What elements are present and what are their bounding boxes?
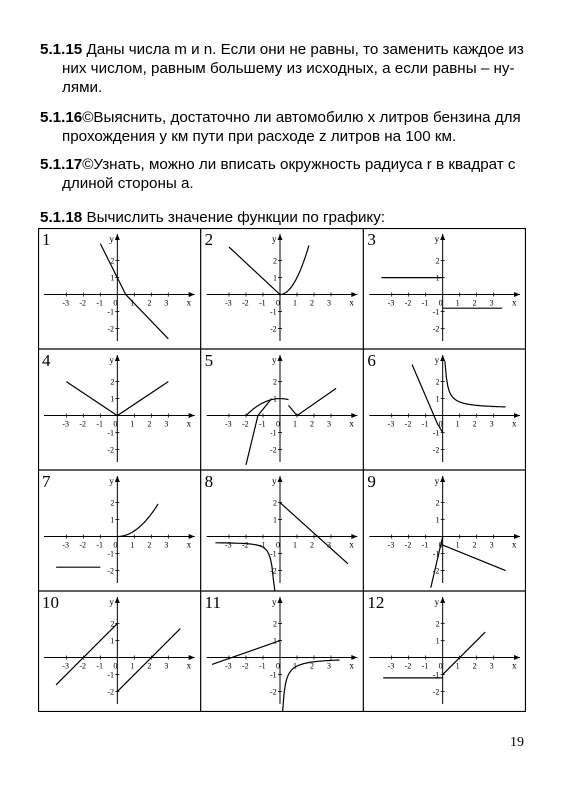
- x-tick-label: 2: [472, 298, 477, 308]
- y-tick-label: -2: [270, 324, 277, 334]
- task-text-line1: Даны числа m и n. Если они не равны, то заменить каждое из: [82, 41, 524, 58]
- y-tick-label: 1: [435, 636, 440, 646]
- x-tick-label: 0: [438, 540, 443, 550]
- y-tick-label: -1: [432, 670, 440, 680]
- x-tick-label: -2: [79, 419, 87, 429]
- x-tick-label: -2: [79, 540, 87, 550]
- x-tick-label: -2: [242, 419, 249, 429]
- function-curve: [229, 247, 280, 295]
- x-tick-label: -1: [259, 419, 266, 429]
- x-axis-arrow: [514, 534, 520, 539]
- x-tick-label: 2: [472, 419, 477, 429]
- task-number: 5.1.17: [40, 156, 83, 173]
- task-text-line1: ©Узнать, можно ли вписать окружность радиуса r в квадрат с: [82, 156, 516, 173]
- x-tick-label: 0: [438, 298, 443, 308]
- x-axis-arrow: [351, 655, 357, 660]
- graph-label: 1: [42, 230, 51, 249]
- function-curve: [246, 399, 272, 465]
- x-tick-label: 3: [164, 540, 169, 550]
- x-tick-label: 0: [438, 419, 443, 429]
- x-tick-label: -3: [62, 298, 70, 308]
- task-number: 5.1.16: [40, 109, 83, 126]
- x-tick-label: -1: [259, 540, 266, 550]
- x-tick-label: 0: [276, 661, 280, 671]
- y-axis-arrow: [278, 234, 283, 240]
- task-number: 5.1.15: [40, 41, 83, 58]
- y-tick-label: -2: [107, 566, 115, 576]
- x-tick-label: -3: [225, 661, 232, 671]
- function-curve: [117, 629, 180, 692]
- x-tick-label: -3: [62, 419, 70, 429]
- y-tick-label: -2: [432, 445, 440, 455]
- x-axis-arrow: [189, 292, 195, 297]
- x-tick-label: 1: [130, 540, 135, 550]
- x-tick-label: 1: [455, 661, 460, 671]
- x-tick-label: 3: [164, 661, 169, 671]
- task-text-line2: них числом, равным большему из исходных, а если равны – ну-: [62, 60, 515, 77]
- y-axis-label: y: [272, 355, 277, 365]
- x-tick-label: 0: [276, 298, 280, 308]
- x-tick-label: -1: [421, 419, 429, 429]
- y-axis-arrow: [278, 597, 283, 603]
- x-tick-label: -1: [96, 540, 104, 550]
- graph-label: 3: [367, 230, 376, 249]
- x-tick-label: -2: [242, 661, 249, 671]
- task-text-line3: лями.: [62, 79, 103, 96]
- x-tick-label: 3: [489, 419, 494, 429]
- y-tick-label: 1: [273, 515, 277, 525]
- x-tick-label: -1: [259, 298, 266, 308]
- y-axis-arrow: [440, 234, 445, 240]
- x-tick-label: 0: [113, 661, 118, 671]
- x-tick-label: -2: [404, 419, 412, 429]
- x-tick-label: -2: [404, 661, 412, 671]
- x-tick-label: -2: [79, 298, 87, 308]
- x-tick-label: -2: [79, 661, 87, 671]
- x-tick-label: 3: [164, 419, 169, 429]
- x-tick-label: -1: [421, 661, 429, 671]
- x-tick-label: -1: [96, 298, 104, 308]
- y-tick-label: 1: [273, 273, 277, 283]
- y-tick-label: -1: [432, 428, 440, 438]
- y-tick-label: -1: [107, 670, 115, 680]
- task-5-1-18: [40, 208, 526, 227]
- x-axis-label: x: [512, 660, 517, 671]
- y-tick-label: 1: [110, 636, 115, 646]
- y-axis-label: y: [109, 355, 114, 365]
- x-tick-label: 1: [455, 419, 460, 429]
- x-tick-label: 2: [472, 661, 477, 671]
- x-tick-label: 2: [310, 540, 314, 550]
- x-tick-label: 1: [293, 540, 297, 550]
- y-axis-arrow: [115, 597, 120, 603]
- x-tick-label: -2: [242, 298, 249, 308]
- y-tick-label: 2: [273, 498, 277, 508]
- y-tick-label: -1: [270, 549, 277, 559]
- x-tick-label: 2: [147, 661, 152, 671]
- x-axis-label: x: [512, 297, 517, 308]
- x-tick-label: 2: [310, 298, 314, 308]
- x-tick-label: 0: [438, 661, 443, 671]
- x-axis-label: x: [349, 418, 354, 429]
- x-tick-label: 0: [113, 419, 118, 429]
- graph-label: 11: [204, 593, 222, 612]
- x-tick-label: 1: [293, 661, 297, 671]
- x-tick-label: 2: [147, 540, 152, 550]
- y-tick-label: -2: [107, 324, 115, 334]
- x-tick-label: -3: [387, 419, 395, 429]
- function-curve: [431, 537, 443, 588]
- x-axis-arrow: [189, 413, 195, 418]
- x-tick-label: -2: [242, 540, 249, 550]
- y-axis-label: y: [109, 234, 114, 244]
- x-tick-label: -1: [421, 540, 429, 550]
- y-tick-label: 1: [110, 273, 115, 283]
- x-tick-label: -3: [225, 540, 232, 550]
- y-tick-label: 2: [110, 256, 115, 266]
- x-tick-label: -3: [225, 419, 232, 429]
- y-axis-label: y: [272, 597, 277, 607]
- x-tick-label: 3: [327, 298, 331, 308]
- x-tick-label: 3: [489, 298, 494, 308]
- x-tick-label: 0: [276, 540, 280, 550]
- y-tick-label: 1: [435, 394, 440, 404]
- x-tick-label: -1: [96, 419, 104, 429]
- x-axis-label: x: [186, 660, 192, 671]
- y-tick-label: 1: [273, 636, 277, 646]
- x-tick-label: 3: [489, 540, 494, 550]
- graph-label: 9: [367, 472, 376, 491]
- y-tick-label: -2: [270, 687, 277, 697]
- y-axis-arrow: [440, 355, 445, 361]
- y-tick-label: -1: [432, 307, 440, 317]
- y-tick-label: 2: [273, 619, 277, 629]
- x-tick-label: 2: [147, 419, 152, 429]
- y-axis-arrow: [440, 597, 445, 603]
- y-tick-label: -1: [107, 307, 115, 317]
- graph-label: 2: [204, 230, 214, 249]
- y-tick-label: 2: [110, 619, 115, 629]
- task-text-line1: ©Выяснить, достаточно ли автомобилю x литров бензина для: [82, 109, 521, 126]
- x-tick-label: 1: [130, 419, 135, 429]
- x-tick-label: 1: [130, 298, 135, 308]
- x-axis-arrow: [514, 292, 520, 297]
- x-tick-label: -3: [225, 298, 232, 308]
- x-axis-arrow: [351, 292, 357, 297]
- y-axis-arrow: [440, 476, 445, 482]
- y-tick-label: -2: [432, 566, 440, 576]
- x-tick-label: 1: [293, 298, 297, 308]
- y-axis-arrow: [115, 476, 120, 482]
- y-axis-label: y: [434, 597, 440, 607]
- x-tick-label: 3: [327, 661, 331, 671]
- x-tick-label: 1: [455, 298, 460, 308]
- y-tick-label: -2: [270, 445, 277, 455]
- y-tick-label: -2: [432, 687, 440, 697]
- y-tick-label: 1: [110, 394, 115, 404]
- x-axis-label: x: [186, 297, 192, 308]
- y-tick-label: 2: [435, 619, 440, 629]
- graph-label: 7: [42, 472, 51, 491]
- x-tick-label: 3: [327, 419, 331, 429]
- function-curve: [445, 361, 506, 407]
- graph-label: 5: [204, 351, 214, 370]
- x-axis-arrow: [189, 534, 195, 539]
- y-tick-label: 1: [110, 515, 115, 525]
- x-tick-label: -1: [96, 661, 104, 671]
- x-axis-label: x: [512, 539, 517, 550]
- graph-label: 10: [42, 593, 59, 612]
- y-tick-label: 1: [273, 394, 277, 404]
- x-axis-arrow: [514, 655, 520, 660]
- x-tick-label: 1: [455, 540, 460, 550]
- y-axis-label: y: [434, 355, 440, 365]
- y-tick-label: -1: [107, 549, 115, 559]
- task-number: 5.1.18: [40, 209, 83, 226]
- function-curve: [280, 503, 348, 564]
- x-axis-label: x: [186, 418, 192, 429]
- x-tick-label: 3: [164, 298, 169, 308]
- x-axis-label: x: [349, 297, 354, 308]
- x-tick-label: -3: [387, 661, 395, 671]
- x-tick-label: -3: [387, 540, 395, 550]
- x-tick-label: -2: [404, 540, 412, 550]
- y-tick-label: -1: [270, 670, 277, 680]
- x-tick-label: 0: [113, 298, 118, 308]
- x-tick-label: 1: [130, 661, 135, 671]
- y-tick-label: 2: [435, 256, 440, 266]
- x-axis-arrow: [351, 534, 357, 539]
- y-tick-label: 2: [273, 377, 277, 387]
- x-axis-label: x: [512, 418, 517, 429]
- task-5-1-17: [40, 155, 526, 193]
- graph-grid: [38, 228, 526, 712]
- y-axis-label: y: [109, 476, 114, 486]
- x-tick-label: 0: [276, 419, 280, 429]
- y-axis-arrow: [278, 355, 283, 361]
- function-curve: [443, 632, 486, 675]
- y-tick-label: 2: [435, 498, 440, 508]
- task-text-line2: длиной стороны a.: [62, 175, 194, 192]
- y-tick-label: -2: [270, 566, 277, 576]
- function-curve: [117, 504, 158, 537]
- task-5-1-15: [40, 40, 526, 97]
- x-tick-label: -1: [259, 661, 266, 671]
- x-tick-label: 3: [489, 661, 494, 671]
- x-tick-label: 0: [113, 540, 118, 550]
- x-tick-label: 1: [293, 419, 297, 429]
- task-text-line1: Вычислить значение функции по графику:: [82, 209, 386, 226]
- y-axis-label: y: [272, 234, 277, 244]
- y-axis-arrow: [278, 476, 283, 482]
- task-5-1-16: [40, 108, 526, 146]
- y-axis-arrow: [115, 355, 120, 361]
- y-tick-label: -1: [107, 428, 115, 438]
- graph-label: 6: [367, 351, 376, 370]
- x-tick-label: -1: [421, 298, 429, 308]
- y-axis-label: y: [109, 597, 114, 607]
- y-axis-label: y: [272, 476, 277, 486]
- x-axis-arrow: [189, 655, 195, 660]
- y-tick-label: 2: [110, 377, 115, 387]
- x-tick-label: 2: [147, 298, 152, 308]
- y-tick-label: -2: [107, 445, 115, 455]
- y-axis-label: y: [434, 234, 440, 244]
- x-tick-label: 2: [310, 661, 314, 671]
- x-tick-label: 3: [327, 540, 331, 550]
- y-tick-label: -2: [107, 687, 115, 697]
- y-tick-label: 2: [273, 256, 277, 266]
- x-tick-label: 2: [310, 419, 314, 429]
- graph-grid-svg: [38, 228, 526, 712]
- y-tick-label: 1: [435, 273, 440, 283]
- y-axis-label: y: [434, 476, 440, 486]
- y-tick-label: -2: [432, 324, 440, 334]
- x-axis-arrow: [514, 413, 520, 418]
- function-curve: [246, 399, 289, 416]
- x-axis-label: x: [349, 660, 354, 671]
- x-tick-label: -3: [387, 298, 395, 308]
- y-tick-label: 1: [435, 515, 440, 525]
- function-curve: [215, 540, 275, 591]
- y-tick-label: 2: [110, 498, 115, 508]
- x-axis-label: x: [186, 539, 192, 550]
- x-tick-label: -2: [404, 298, 412, 308]
- x-axis-arrow: [351, 413, 357, 418]
- y-tick-label: 2: [435, 377, 440, 387]
- x-tick-label: -3: [62, 661, 70, 671]
- task-text-line2: прохождения y км пути при расходе z литров на 100 км.: [62, 128, 457, 145]
- graph-label: 8: [204, 472, 214, 491]
- x-axis-label: x: [349, 539, 354, 550]
- x-tick-label: 2: [472, 540, 477, 550]
- x-tick-label: -3: [62, 540, 70, 550]
- function-curve: [280, 245, 309, 294]
- page-number: 19: [510, 735, 524, 750]
- y-axis-arrow: [115, 234, 120, 240]
- y-tick-label: -1: [270, 307, 277, 317]
- graph-label: 4: [42, 351, 51, 370]
- y-tick-label: -1: [270, 428, 277, 438]
- graph-label: 12: [367, 593, 385, 612]
- function-curve: [289, 388, 337, 415]
- y-tick-label: -1: [432, 549, 440, 559]
